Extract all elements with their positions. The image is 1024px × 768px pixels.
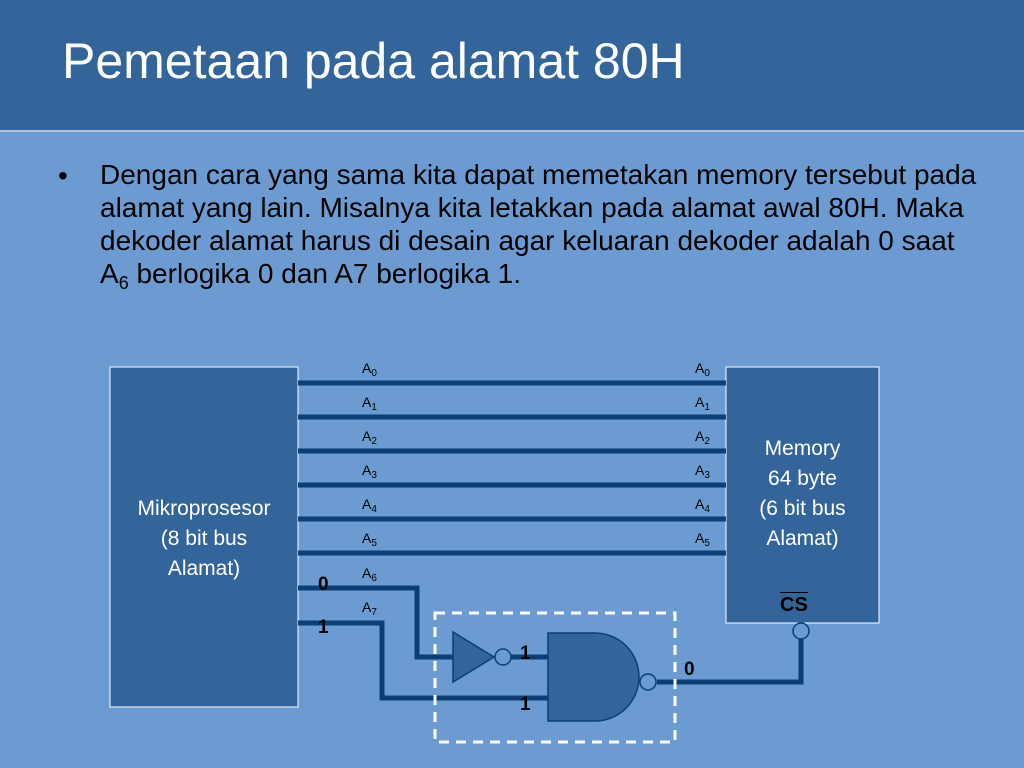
bullet-marker: • [58,160,68,191]
addr-left-a7: $A_7$ [362,599,377,618]
bit-nand-in2: 1 [520,694,531,715]
cpu-label-line1: Mikroprosesor [137,497,271,520]
addr-left-a3: $A_3$ [362,462,377,481]
addr-left-a4: $A_4$ [362,496,377,515]
addr-left-a0: $A_0$ [362,360,377,379]
addr-right-a3: $A_3$ [695,462,710,481]
bullet-subscript: 6 [118,273,129,293]
addr-left-a2: $A_2$ [362,428,377,447]
cs-label: CS [780,594,808,616]
wire-cs [657,639,801,682]
inverter-gate [453,632,494,682]
cs-bubble [793,623,809,639]
addr-left-a5: $A_5$ [362,530,377,549]
bullet-text-part2: berlogika 0 dan A7 berlogika 1. [128,258,521,289]
bullet-text-part1: Dengan cara yang sama kita dapat memetakan memory tersebut pada alamat yang lain. Misalnya kita letakkan pada alamat awal 80H. Maka dekoder alamat harus di desain agar keluaran dekoder adalah 0 saat A [100,159,977,289]
addr-right-a5: $A_5$ [695,530,710,549]
addr-right-a0: $A_0$ [695,360,710,379]
addr-right-a2: $A_2$ [695,428,710,447]
slide-title: Pemetaan pada alamat 80H [62,33,685,89]
memory-label-line4: Alamat) [766,527,839,550]
memory-label-line3: (6 bit bus [759,497,846,520]
nand-bubble [640,674,656,690]
addr-right-a1: $A_1$ [695,394,710,413]
nand-gate [548,633,639,721]
addr-left-a1: $A_1$ [362,394,377,413]
addr-left-a6: $A_6$ [362,565,377,584]
bit-nand-out: 0 [684,659,695,680]
cpu-label-line3: Alamat) [167,557,241,580]
memory-label [726,434,879,554]
addr-right-a4: $A_4$ [695,496,710,515]
inverter-bubble [495,649,511,665]
cpu-label-line2: (8 bit bus [160,527,248,550]
bit-nand-in1: 1 [520,643,531,664]
memory-label-line1: Memory [764,437,841,460]
memory-label-line2: 64 byte [768,467,837,490]
bit-a7-value: 1 [318,617,329,638]
cpu-label [110,494,298,584]
bit-a6-value: 0 [318,574,329,595]
